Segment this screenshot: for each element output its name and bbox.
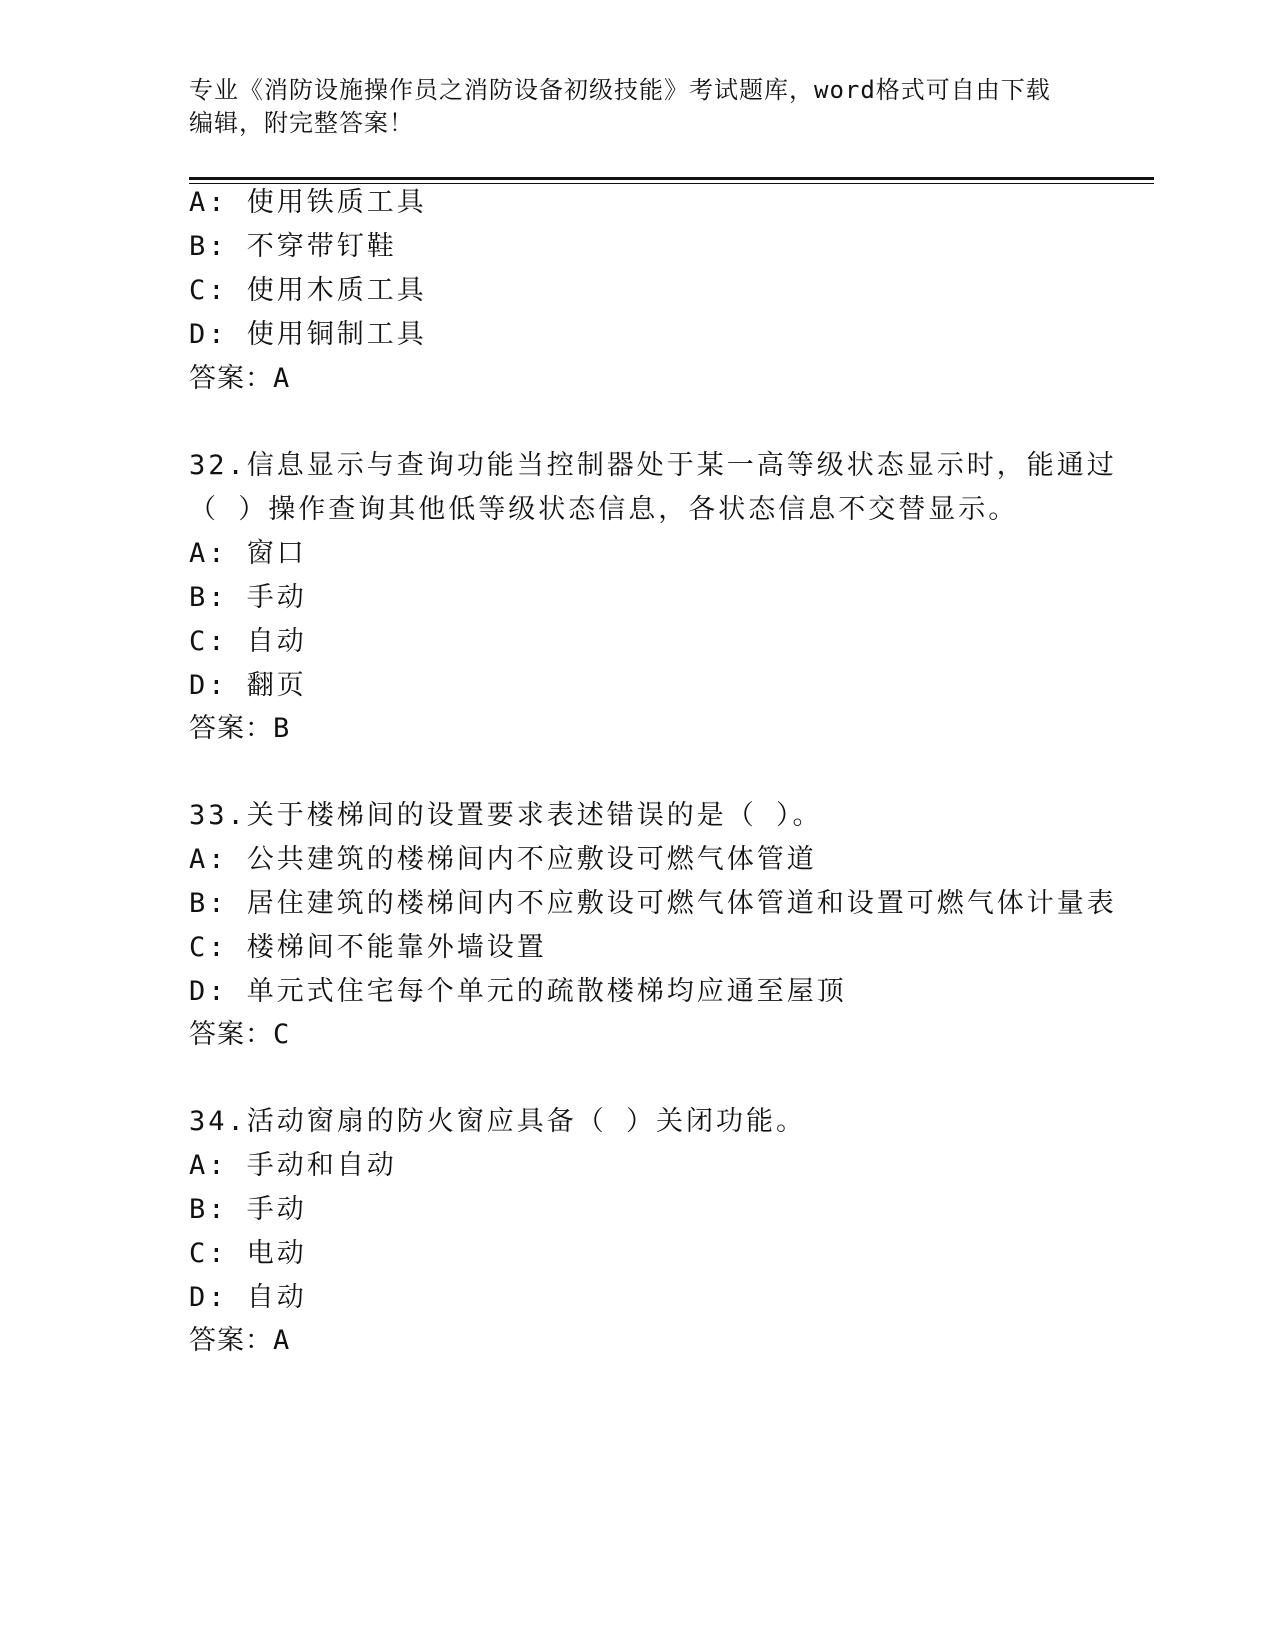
q34-option-d: D: 自动	[189, 1282, 307, 1313]
header-rule-thick	[189, 177, 1154, 180]
header-rule-thin	[189, 183, 1154, 184]
q32-answer: 答案：B	[189, 713, 291, 744]
q32-stem-line2: （ ）操作查询其他低等级状态信息，各状态信息不交替显示。	[189, 494, 1019, 525]
q33-option-b: B: 居住建筑的楼梯间内不应敷设可燃气体管道和设置可燃气体计量表	[189, 888, 1117, 919]
q31-option-a: A: 使用铁质工具	[189, 187, 427, 218]
q33-option-a: A: 公共建筑的楼梯间内不应敷设可燃气体管道	[189, 844, 817, 875]
q31-answer: 答案：A	[189, 363, 291, 394]
q31-option-b: B: 不穿带钉鞋	[189, 231, 397, 262]
q32-option-a: A: 窗口	[189, 538, 307, 569]
q34-stem-line1: 34.活动窗扇的防火窗应具备（ ）关闭功能。	[189, 1106, 807, 1137]
document-header: 专业《消防设施操作员之消防设备初级技能》考试题库，word格式可自由下载编辑，附完整答案！	[189, 76, 1051, 137]
q32-option-b: B: 手动	[189, 582, 307, 613]
q33-option-d: D: 单元式住宅每个单元的疏散楼梯均应通至屋顶	[189, 976, 847, 1007]
q33-option-c: C: 楼梯间不能靠外墙设置	[189, 932, 547, 963]
q31-option-d: D: 使用铜制工具	[189, 319, 427, 350]
q31-option-c: C: 使用木质工具	[189, 275, 427, 306]
q34-option-c: C: 电动	[189, 1238, 307, 1269]
q33-answer: 答案：C	[189, 1019, 291, 1050]
q34-option-a: A: 手动和自动	[189, 1150, 397, 1181]
q34-answer: 答案：A	[189, 1325, 291, 1356]
q34-option-b: B: 手动	[189, 1194, 307, 1225]
q32-option-d: D: 翻页	[189, 670, 307, 701]
q33-stem-line1: 33.关于楼梯间的设置要求表述错误的是（ ）。	[189, 800, 823, 831]
q32-option-c: C: 自动	[189, 626, 307, 657]
q32-stem-line1: 32.信息显示与查询功能当控制器处于某一高等级状态显示时，能通过	[189, 450, 1117, 481]
